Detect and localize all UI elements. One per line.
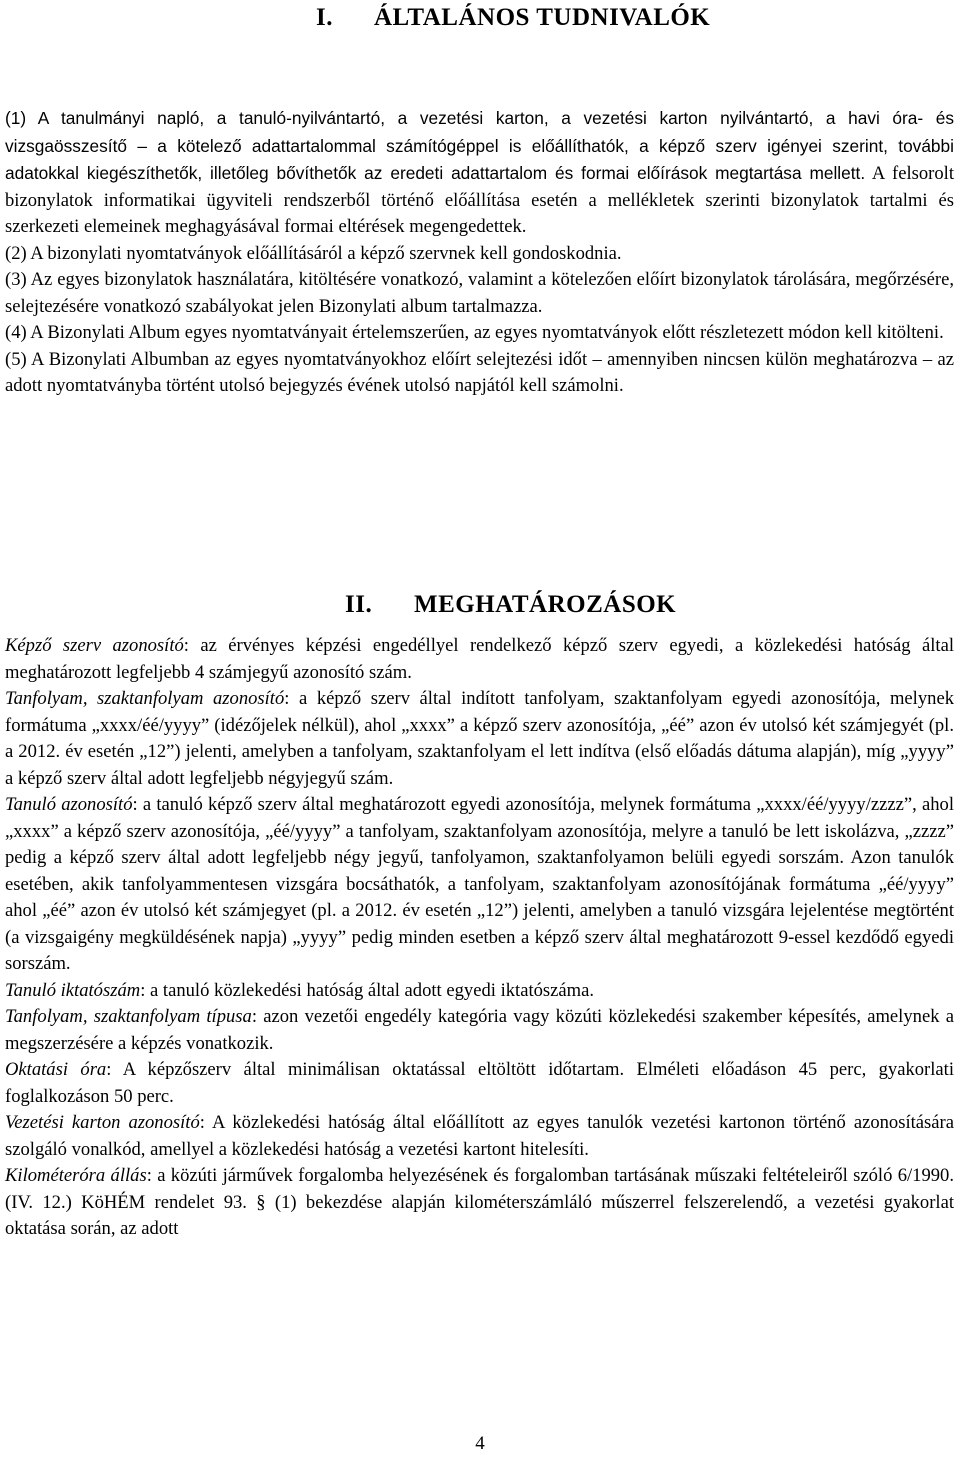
- paragraph-5: (5) A Bizonylati Albumban az egyes nyomtatványokhoz előírt selejtezési időt – amennyiben nincsen külön meghatározva – az adott nyomtatványba történt utolsó bejegyzés évének utolsó napjától kell számolni.: [5, 348, 954, 396]
- definition-text: : A képzőszerv által minimálisan oktatással eltöltött időtartam. Elméleti előadáson 45 perc, gyakorlati foglalkozáson 50 perc.: [5, 1059, 954, 1107]
- page-number: 4: [475, 1433, 485, 1454]
- section-1-title: ÁLTALÁNOS TUDNIVALÓK: [374, 4, 711, 31]
- paragraph-4: (4) A Bizonylati Album egyes nyomtatványait értelemszerűen, az egyes nyomtatványok előtt részletezett módon kell kitölteni.: [5, 322, 944, 343]
- paragraph-1-serif-part: A felsorolt bizonylatok informatikai ügyviteli rendszerből történő előállítása esetén a mellékletek szerinti bizonylatok tartalmi és szerkezeti elemeinek meghagyásával formai eltérések megengedettek.: [5, 163, 955, 237]
- paragraph-1: [5, 105, 954, 241]
- section-2-number: II.: [345, 591, 373, 618]
- paragraph-3: (3) Az egyes bizonylatok használatára, kitöltésére vonatkozó, valamint a kötelezően előírt bizonylatok tárolására, megőrzésére, selejtezésére vonatkozó szabályokat jelen Bizonylati album tartalmazza.: [5, 269, 954, 317]
- definition-term: Tanuló azonosító: [5, 794, 133, 815]
- definition-text: : a közúti járművek forgalomba helyezésének és forgalomban tartásának műszaki feltételeiről szóló 6/1990. (IV. 12.) KöHÉM rendelet 93. § (1) bekezdése alapján kilométerszámláló műszerrel felszerelendő, a vezetési gyakorlat oktatása során, az adott: [5, 1165, 954, 1239]
- definition-item: [5, 1110, 954, 1163]
- definition-text: : az érvényes képzési engedéllyel rendelkező képző szerv egyedi, a közlekedési hatóság által meghatározott legfeljebb 4 számjegyű azonosító szám.: [5, 635, 954, 683]
- section-2-body: [5, 633, 954, 1243]
- definition-item: [5, 633, 954, 686]
- definition-term: Tanfolyam, szaktanfolyam típusa: [5, 1006, 252, 1027]
- definition-term: Tanuló iktatószám: [5, 979, 141, 1001]
- definition-item: [5, 686, 954, 792]
- definition-item: [5, 1057, 954, 1110]
- definition-text: : A közlekedési hatóság által előállított az egyes tanulók vezetési kartonon történő azonosítására szolgáló vonalkód, amellyel a közlekedési hatóság a vezetési kartont hitelesíti.: [5, 1112, 954, 1160]
- definition-item: [5, 1163, 954, 1243]
- definition-term: Oktatási óra: [5, 1059, 107, 1080]
- definition-term: Tanfolyam, szaktanfolyam azonosító: [5, 688, 285, 709]
- definition-text: : a tanuló közlekedési hatóság által adott egyedi iktatószáma.: [140, 979, 595, 1001]
- definition-item: [5, 1004, 954, 1057]
- definition-item: [5, 978, 954, 1005]
- definition-text: : azon vezetői engedély kategória vagy közúti közlekedési szakember képesítés, amelynek a megszerzésére a képzés vonatkozik.: [5, 1006, 954, 1054]
- definition-term: Képző szerv azonosító: [5, 635, 184, 656]
- definition-text: : a tanuló képző szerv által meghatározott egyedi azonosítója, melynek formátuma „xxxx/éé/yyyy/zzzz”, ahol „xxxx” a képző szerv azonosítója, „éé/yyyy” a tanfolyam, szaktanfolyam azonosítója, melyre a tanuló be lett iskolázva, „zzzz” pedig a képző szerv által adott legfeljebb négy jegyű, tanfolyamon, szaktanfolyamon belüli egyedi sorszám. Azon tanulók esetében, akik tanfolyammentesen vizsgára bocsáthatók, a tanfolyam, szaktanfolyam azonosítójának formátuma „éé/yyyy” ahol „éé” azon év utolsó két számjegyet (pl. a 2012. év esetén „12”) jelenti, amelyben a tanuló vizsgára lejelentése megtörtént (a vizsgaigény megküldésének napja) „yyyy” pedig minden esetben a képző szerv által meghatározott 9-essel kezdődő egyedi sorszám.: [5, 794, 954, 974]
- definition-term: Vezetési karton azonosító: [5, 1112, 200, 1133]
- definition-text: : a képző szerv által indított tanfolyam, szaktanfolyam egyedi azonosítója, melynek formátuma „xxxx/éé/yyyy” (idézőjelek nélkül), ahol „xxxx” a képző szerv azonosítója, „éé” azon év utolsó két számjegyét (pl. a 2012. év esetén „12”) jelenti, amelyben a tanfolyam, szaktanfolyam el lett indítva (első előadás dátuma alapján), míg „yyyy” a képző szerv által adott legfeljebb négyjegyű szám.: [5, 688, 954, 789]
- definition-item: [5, 792, 954, 978]
- definition-term: Kilométeróra állás: [5, 1165, 147, 1186]
- paragraph-2: (2) A bizonylati nyomtatványok előállításáról a képző szervnek kell gondoskodnia.: [5, 242, 622, 264]
- paragraph-1-sans-part: (1) A tanulmányi napló, a tanuló-nyilvántartó, a vezetési karton, a vezetési karton nyilvántartó, a havi óra- és vizsgaösszesítő – a kötelező adattartalommal számítógéppel is előállíthatók, a képző szerv igényei szerint, további adatokkal kiegészíthetők, illetőleg bővíthetők az eredeti adattartalom és formai előírások megtartása mellett.: [5, 108, 954, 183]
- section-2-title: MEGHATÁROZÁSOK: [414, 591, 677, 618]
- section-1-body: [5, 105, 954, 400]
- section-1-number: I.: [316, 4, 333, 31]
